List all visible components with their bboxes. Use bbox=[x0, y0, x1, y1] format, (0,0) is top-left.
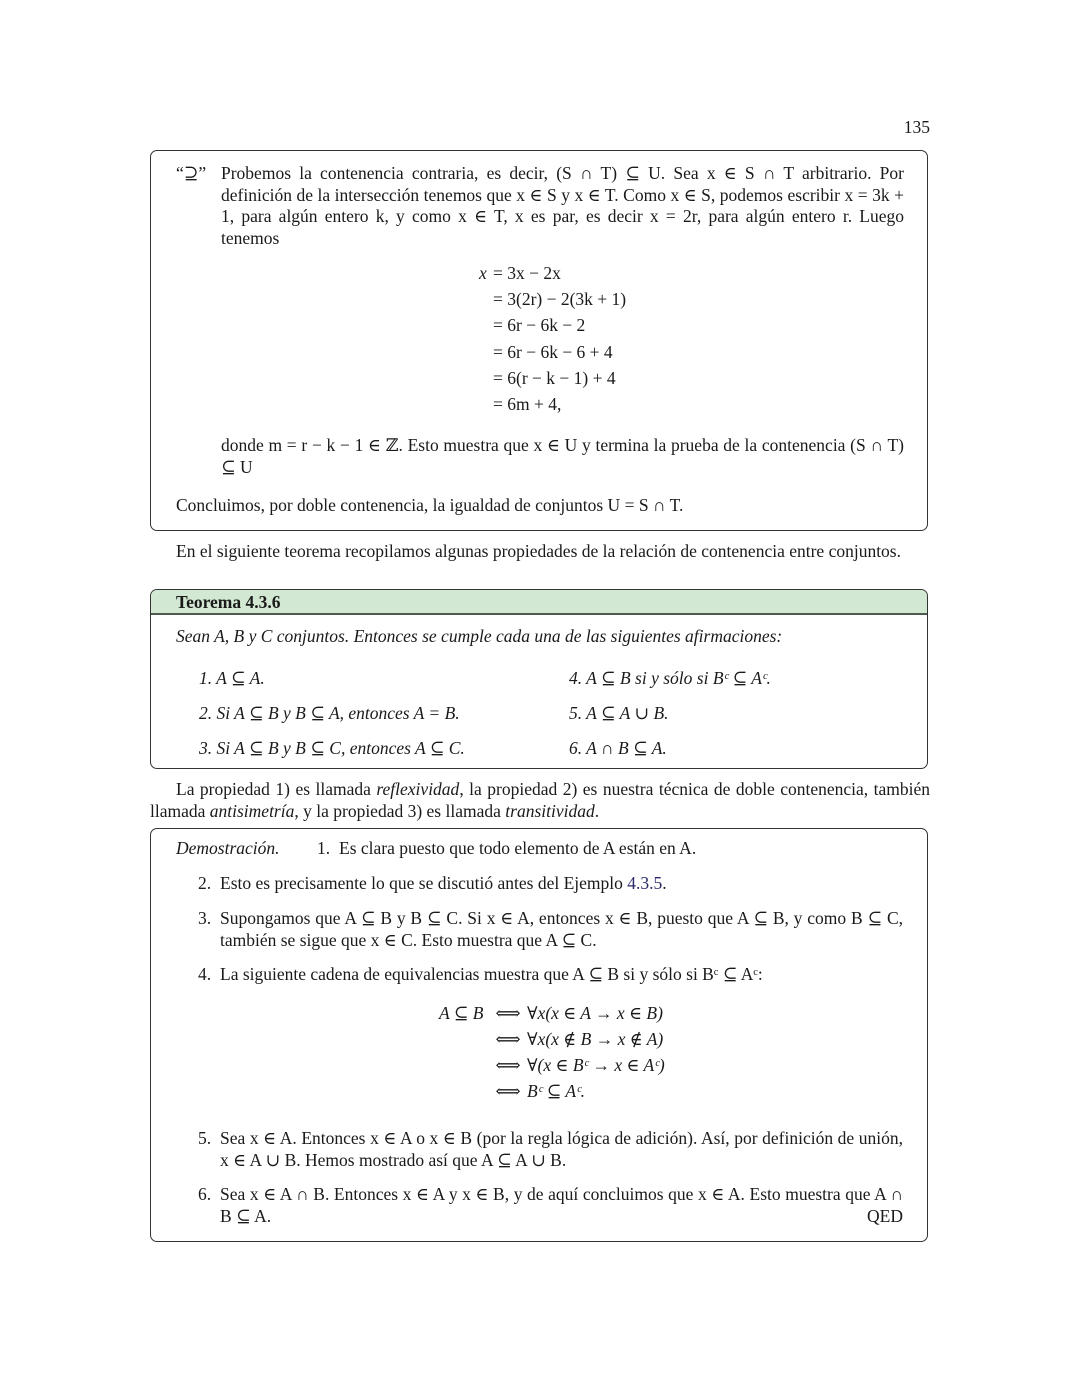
theorem-item: 3. Si A ⊆ B y B ⊆ C, entonces A ⊆ C. bbox=[199, 738, 465, 758]
proof-item-2 bbox=[198, 873, 903, 895]
item-text: Es clara puesto que todo elemento de A están en A. bbox=[339, 838, 697, 858]
equation-lhs: x bbox=[479, 263, 487, 283]
example-link[interactable]: 4.3.5 bbox=[627, 873, 663, 893]
theorem-item: 1. A ⊆ A. bbox=[199, 668, 265, 688]
chain-row: ∀x(x ∈ A → x ∈ B) bbox=[527, 1003, 663, 1023]
equation-row: = 6r − 6k − 6 + 4 bbox=[493, 342, 613, 362]
iff-symbol: ⟺ bbox=[495, 1029, 521, 1049]
theorem-statement: Sean A, B y C conjuntos. Entonces se cumple cada una de las siguientes afirmaciones: bbox=[176, 626, 783, 646]
term-reflexividad: reflexividad bbox=[376, 779, 460, 799]
item-text: . bbox=[662, 873, 667, 893]
page-number: 135 bbox=[903, 117, 930, 137]
after-equation-paragraph: donde m = r − k − 1 ∈ ℤ. Esto muestra que x ∈ U y termina la prueba de la contenencia (S ∩ T) ⊆ U bbox=[221, 435, 904, 477]
item-number: 6. bbox=[198, 1184, 212, 1204]
theorem-title: Teorema 4.3.6 bbox=[151, 590, 927, 615]
equation-row: = 6(r − k − 1) + 4 bbox=[493, 368, 616, 388]
item-text: Sea x ∈ A ∩ B. Entonces x ∈ A y x ∈ B, y de aquí concluimos que x ∈ A. Esto muestra que A ∩ B ⊆ A. bbox=[220, 1184, 903, 1226]
proof-item-4 bbox=[198, 964, 903, 986]
superset-label: “⊇” bbox=[176, 163, 207, 183]
qed-mark: QED bbox=[867, 1206, 903, 1226]
iff-symbol: ⟺ bbox=[495, 1055, 521, 1075]
iff-symbol: ⟺ bbox=[495, 1003, 521, 1023]
iff-symbol: ⟺ bbox=[495, 1081, 521, 1101]
proof-label: Demostración. bbox=[176, 838, 280, 858]
theorem-item: 2. Si A ⊆ B y B ⊆ A, entonces A = B. bbox=[199, 703, 460, 723]
term-antisimetria: antisimetría bbox=[209, 800, 295, 821]
item-number: 5. bbox=[198, 1128, 212, 1148]
chain-row: ∀(x ∈ Bᶜ → x ∈ Aᶜ) bbox=[527, 1055, 665, 1075]
chain-row: ∀x(x ∉ B → x ∉ A) bbox=[527, 1029, 664, 1049]
remark-paragraph bbox=[150, 779, 930, 822]
remark-text: , la propiedad 2) es nuestra técnica de doble contenencia, también llamada bbox=[150, 779, 930, 821]
proof-item-5 bbox=[198, 1128, 903, 1171]
remark-text: . bbox=[594, 800, 600, 821]
intro-paragraph bbox=[150, 541, 930, 563]
item-number: 4. bbox=[198, 964, 212, 984]
intro-text: En el siguiente teorema recopilamos algunas propiedades de la relación de contenencia entre conjuntos. bbox=[176, 541, 901, 561]
equation-row: = 6m + 4, bbox=[493, 394, 562, 414]
remark-text: , y la propiedad 3) es llamada bbox=[294, 800, 506, 821]
item-text: Esto es precisamente lo que se discutió antes del Ejemplo bbox=[220, 873, 628, 893]
reverse-containment-paragraph: Probemos la contenencia contraria, es decir, (S ∩ T) ⊆ U. Sea x ∈ S ∩ T arbitrario. Por definición de la intersección tenemos que x ∈ S y x ∈ T. Como x ∈ S, podemos escribir x = 3k + 1, para algún entero k, y como x ∈ T, x es par, es decir x = 2r, para algún entero r. Luego tenemos bbox=[221, 163, 904, 248]
theorem-box bbox=[150, 589, 928, 769]
proof-item-6 bbox=[198, 1184, 903, 1227]
item-text: La siguiente cadena de equivalencias muestra que A ⊆ B si y sólo si Bᶜ ⊆ Aᶜ: bbox=[220, 964, 763, 984]
equation-row: = 3x − 2x bbox=[493, 263, 561, 283]
conclusion-paragraph: Concluimos, por doble contenencia, la igualdad de conjuntos U = S ∩ T. bbox=[176, 495, 684, 515]
term-transitividad: transitividad bbox=[505, 800, 595, 821]
item-number: 1. bbox=[317, 838, 331, 858]
theorem-item: 5. A ⊆ A ∪ B. bbox=[569, 703, 669, 723]
item-text: Sea x ∈ A. Entonces x ∈ A o x ∈ B (por la regla lógica de adición). Así, por definición de unión, x ∈ A ∪ B. Hemos mostrado así que A ⊆ A ∪ B. bbox=[220, 1128, 903, 1170]
item-number: 2. bbox=[198, 873, 212, 893]
remark-text: La propiedad 1) es llamada bbox=[176, 779, 377, 799]
item-number: 3. bbox=[198, 908, 212, 928]
proof-item-3 bbox=[198, 908, 903, 951]
chain-row: Bᶜ ⊆ Aᶜ. bbox=[527, 1081, 586, 1101]
equation-row: = 3(2r) − 2(3k + 1) bbox=[493, 289, 627, 309]
theorem-item: 6. A ∩ B ⊆ A. bbox=[569, 738, 667, 758]
proof-box bbox=[150, 828, 928, 1242]
equation-row: = 6r − 6k − 2 bbox=[493, 315, 586, 335]
item-text: Supongamos que A ⊆ B y B ⊆ C. Si x ∈ A, entonces x ∈ B, puesto que A ⊆ B, y como B ⊆ C, también se sigue que x ∈ C. Esto muestra que A ⊆ C. bbox=[220, 908, 903, 950]
theorem-item: 4. A ⊆ B si y sólo si Bᶜ ⊆ Aᶜ. bbox=[569, 668, 771, 688]
proof-continuation-box bbox=[150, 150, 928, 531]
chain-lhs: A ⊆ B bbox=[439, 1003, 484, 1023]
proof-item-1 bbox=[317, 838, 899, 860]
